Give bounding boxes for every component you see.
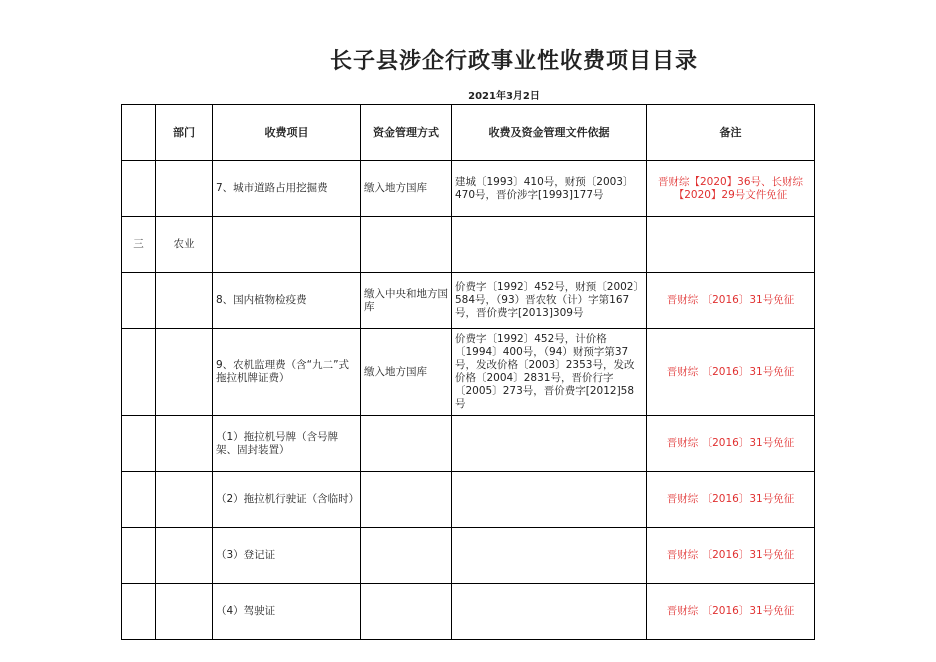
cell-note: 晋财综 〔2016〕31号免征 <box>647 273 815 329</box>
cell-item: 8、国内植物检疫费 <box>213 273 361 329</box>
table-header-row <box>122 105 815 161</box>
cell-fund <box>361 217 452 273</box>
header-fund: 资金管理方式 <box>361 105 452 161</box>
cell-index <box>122 161 156 217</box>
header-index <box>122 105 156 161</box>
fee-table <box>121 104 815 640</box>
cell-fund: 缴入地方国库 <box>361 161 452 217</box>
cell-fund <box>361 584 452 640</box>
cell-item: 7、城市道路占用挖掘费 <box>213 161 361 217</box>
cell-dept: 农业 <box>156 217 213 273</box>
cell-dept <box>156 161 213 217</box>
cell-item: （3）登记证 <box>213 528 361 584</box>
table-row <box>122 273 815 329</box>
cell-item: （2）拖拉机行驶证（含临时） <box>213 472 361 528</box>
cell-dept <box>156 329 213 416</box>
document-title: 长子县涉企行政事业性收费项目目录 <box>329 49 698 74</box>
cell-basis: 价费字〔1992〕452号，财预〔2002〕584号，（93）晋农牧（计）字第167号，晋价费字[2013]309号 <box>452 273 647 329</box>
cell-item <box>213 217 361 273</box>
cell-basis <box>452 472 647 528</box>
table-row <box>122 329 815 416</box>
cell-basis <box>452 584 647 640</box>
cell-dept <box>156 416 213 472</box>
cell-dept <box>156 584 213 640</box>
cell-index <box>122 528 156 584</box>
table-row <box>122 217 815 273</box>
cell-fund: 缴入中央和地方国库 <box>361 273 452 329</box>
cell-basis <box>452 528 647 584</box>
cell-dept <box>156 273 213 329</box>
cell-note: 晋财综 〔2016〕31号免征 <box>647 584 815 640</box>
table-row <box>122 472 815 528</box>
cell-index <box>122 416 156 472</box>
header-item: 收费项目 <box>213 105 361 161</box>
table-row <box>122 161 815 217</box>
cell-note: 晋财综 〔2016〕31号免征 <box>647 416 815 472</box>
cell-basis <box>452 217 647 273</box>
cell-index <box>122 584 156 640</box>
table-row <box>122 528 815 584</box>
cell-note: 晋财综 〔2016〕31号免征 <box>647 528 815 584</box>
cell-note: 晋财综 〔2016〕31号免征 <box>647 472 815 528</box>
cell-basis: 建城〔1993〕410号，财预〔2003〕470号，晋价涉字[1993]177号 <box>452 161 647 217</box>
table-row <box>122 416 815 472</box>
cell-index <box>122 273 156 329</box>
cell-note: 晋财综 〔2016〕31号免征 <box>647 329 815 416</box>
cell-fund <box>361 472 452 528</box>
cell-dept <box>156 528 213 584</box>
cell-dept <box>156 472 213 528</box>
cell-note: 晋财综【2020】36号、长财综【2020】29号文件免征 <box>647 161 815 217</box>
cell-index <box>122 329 156 416</box>
header-note: 备注 <box>647 105 815 161</box>
cell-index: 三 <box>122 217 156 273</box>
cell-index <box>122 472 156 528</box>
document-date: 2021年3月2日 <box>468 91 540 102</box>
cell-fund <box>361 528 452 584</box>
cell-item: （1）拖拉机号牌（含号牌架、固封装置） <box>213 416 361 472</box>
cell-fund <box>361 416 452 472</box>
cell-basis: 价费字〔1992〕452号，计价格〔1994〕400号，（94）财预字第37号，发改价格〔2003〕2353号，发改价格〔2004〕2831号，晋价行字〔2005〕273号，晋价费字[2012]58号 <box>452 329 647 416</box>
cell-basis <box>452 416 647 472</box>
table-row <box>122 584 815 640</box>
cell-item: 9、农机监理费（含“九二”式拖拉机牌证费） <box>213 329 361 416</box>
cell-item: （4）驾驶证 <box>213 584 361 640</box>
cell-fund: 缴入地方国库 <box>361 329 452 416</box>
cell-note <box>647 217 815 273</box>
header-dept: 部门 <box>156 105 213 161</box>
header-basis: 收费及资金管理文件依据 <box>452 105 647 161</box>
